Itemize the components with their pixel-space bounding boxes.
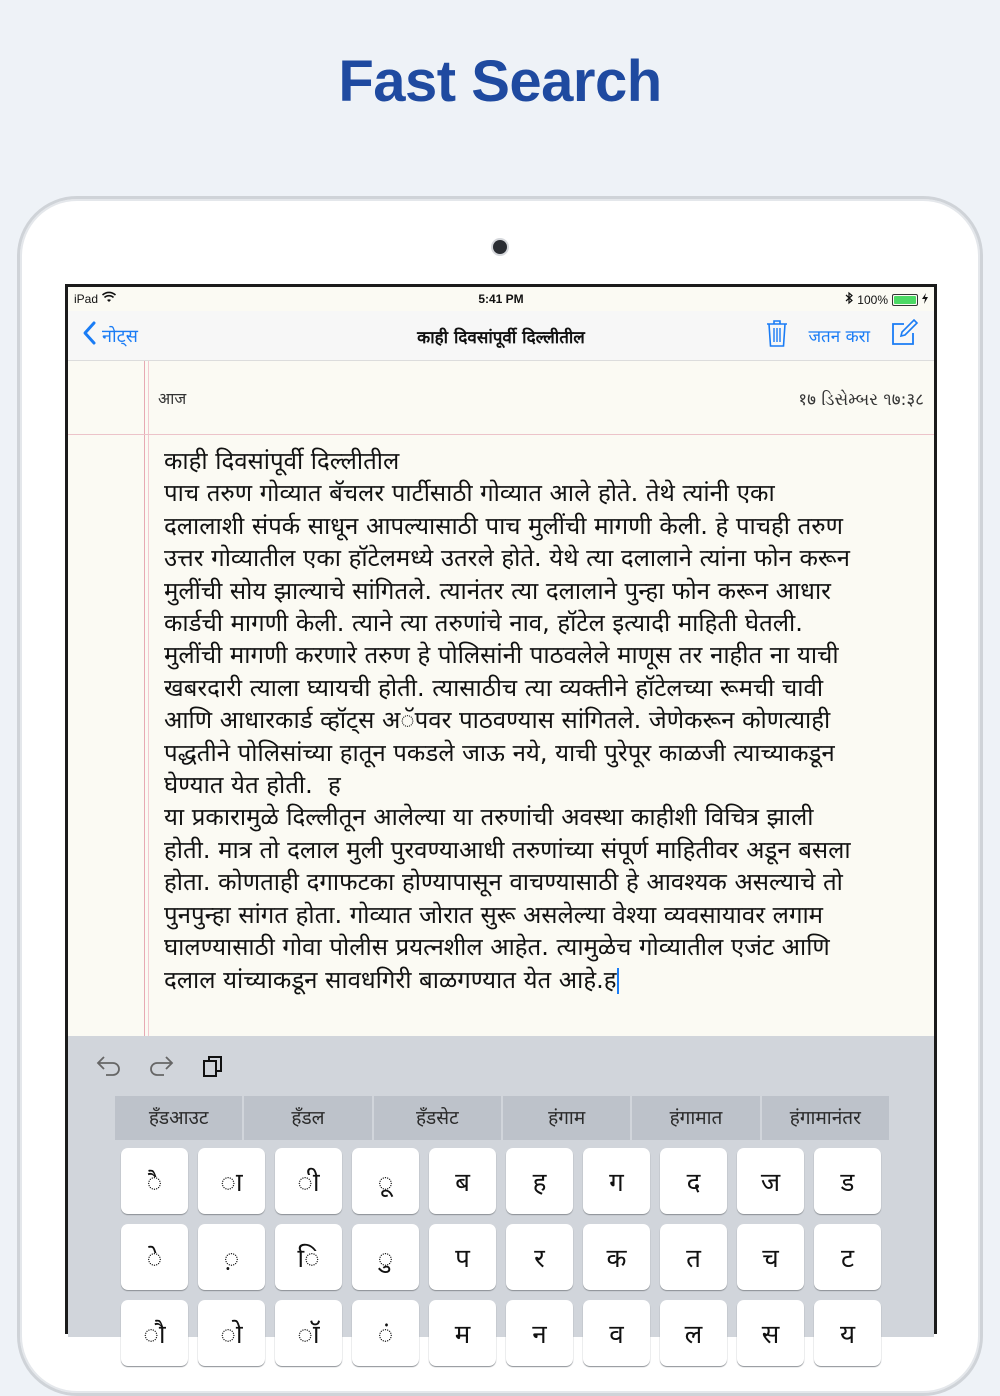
margin-line bbox=[144, 361, 145, 1036]
key[interactable]: ा bbox=[198, 1148, 265, 1214]
note-line: उत्तर गोव्यातील एका हॉटेलमध्ये उतरले होते. येथे त्या दलालाने त्यांना फोन करून bbox=[164, 544, 850, 573]
screen bbox=[65, 284, 937, 1350]
keyboard-toolbar bbox=[68, 1036, 934, 1096]
suggestion-item[interactable]: हंगाम bbox=[503, 1096, 632, 1140]
key[interactable]: े bbox=[121, 1224, 188, 1290]
suggestion-item[interactable]: हंगामात bbox=[632, 1096, 761, 1140]
note-line: पुनपुन्हा सांगत होता. गोव्यात जोरात सुरू असलेल्या वेश्या व्यवसायावर लगाम bbox=[164, 900, 824, 929]
status-time: 5:41 PM bbox=[478, 292, 524, 306]
navigation-bar bbox=[68, 311, 934, 361]
key[interactable]: ि bbox=[275, 1224, 342, 1290]
page-title: काही दिवसांपूर्वी दिल्लीतील bbox=[417, 328, 585, 348]
charging-icon bbox=[922, 293, 928, 307]
note-body[interactable] bbox=[164, 445, 924, 996]
key[interactable]: ़ bbox=[198, 1224, 265, 1290]
key[interactable]: न bbox=[506, 1300, 573, 1366]
status-right bbox=[845, 292, 928, 307]
key[interactable]: च bbox=[737, 1224, 804, 1290]
margin-line-secondary bbox=[148, 361, 149, 1036]
key[interactable]: ु bbox=[352, 1224, 419, 1290]
key[interactable]: द bbox=[660, 1148, 727, 1214]
key[interactable]: त bbox=[660, 1224, 727, 1290]
note-timestamp: १७ ડિસેમ્બર ૧७:३८ bbox=[798, 390, 924, 410]
key-row-1 bbox=[121, 1148, 883, 1214]
key[interactable]: ौ bbox=[121, 1300, 188, 1366]
back-label: नोट्स bbox=[102, 325, 138, 347]
suggestion-item[interactable]: हँडआउट bbox=[115, 1096, 244, 1140]
key[interactable]: क bbox=[583, 1224, 650, 1290]
nav-actions bbox=[766, 319, 918, 352]
key[interactable]: ब bbox=[429, 1148, 496, 1214]
note-line: कार्डची मागणी केली. त्याने त्या तरुणांचे नाव, हॉटेल इत्यादी माहिती घेतली. bbox=[164, 609, 803, 638]
keyboard bbox=[68, 1036, 934, 1350]
key[interactable]: व bbox=[583, 1300, 650, 1366]
key[interactable]: ज bbox=[737, 1148, 804, 1214]
key-area bbox=[121, 1148, 883, 1376]
note-line: पाच तरुण गोव्यात बॅचलर पार्टीसाठी गोव्यात आले होते. तेथे त्यांनी एका bbox=[164, 479, 775, 508]
key[interactable]: ी bbox=[275, 1148, 342, 1214]
note-line: आणि आधारकार्ड व्हॉट्स अॅपवर पाठवण्यास सांगितले. जेणेकरून कोणत्याही bbox=[164, 706, 831, 735]
note-line: होता. कोणताही दगाफटका होण्यापासून वाचण्यासाठी हे आवश्यक असल्याचे तो bbox=[164, 868, 843, 897]
key[interactable]: ट bbox=[814, 1224, 881, 1290]
key[interactable]: ू bbox=[352, 1148, 419, 1214]
key[interactable]: ै bbox=[121, 1148, 188, 1214]
suggestion-item[interactable]: हँडसेट bbox=[374, 1096, 503, 1140]
note-date-label: आज bbox=[158, 389, 187, 408]
note-line: या प्रकारामुळे दिल्लीतून आलेल्या या तरुणांची अवस्था काहीशी विचित्र झाली bbox=[164, 803, 814, 832]
key[interactable]: ड bbox=[814, 1148, 881, 1214]
suggestion-item[interactable]: हंगामानंतर bbox=[762, 1096, 889, 1140]
key[interactable]: ल bbox=[660, 1300, 727, 1366]
status-bar bbox=[68, 287, 934, 311]
suggestion-item[interactable]: हँडल bbox=[244, 1096, 373, 1140]
trash-icon[interactable] bbox=[766, 319, 788, 352]
battery-percent: 100% bbox=[857, 292, 888, 307]
bluetooth-icon bbox=[845, 292, 853, 307]
note-line: घालण्यासाठी गोवा पोलीस प्रयत्नशील आहेत. त्यामुळेच गोव्यातील एजंट आणि bbox=[164, 933, 830, 962]
key[interactable]: र bbox=[506, 1224, 573, 1290]
paste-icon[interactable] bbox=[200, 1053, 226, 1079]
note-line: घेण्यात येत होती. ह bbox=[164, 771, 341, 800]
key[interactable]: ह bbox=[506, 1148, 573, 1214]
key[interactable]: प bbox=[429, 1224, 496, 1290]
key-row-3 bbox=[121, 1300, 883, 1366]
note-line: दलाल यांच्याकडून सावधगिरी बाळगण्यात येत आहे.ह bbox=[164, 964, 924, 996]
note-line: दलालाशी संपर्क साधून आपल्यासाठी पाच मुलींची मागणी केली. हे पाचही तरुण bbox=[164, 511, 843, 540]
text-cursor bbox=[617, 968, 619, 994]
key[interactable]: ग bbox=[583, 1148, 650, 1214]
key-row-2 bbox=[121, 1224, 883, 1290]
note-line: मुलींची मागणी करणारे तरुण हे पोलिसांनी पाठवलेले माणूस तर नाहीत ना याची bbox=[164, 641, 839, 670]
key[interactable]: स bbox=[737, 1300, 804, 1366]
note-date-row bbox=[68, 361, 934, 435]
note-line: होती. मात्र तो दलाल मुली पुरवण्याआधी तरुणांच्या संपूर्ण माहितीवर अडून बसला bbox=[164, 835, 851, 864]
camera-icon bbox=[493, 240, 507, 254]
headline: Fast Search bbox=[338, 49, 662, 114]
save-button[interactable]: जतन करा bbox=[808, 327, 870, 347]
suggestion-bar bbox=[115, 1096, 889, 1140]
device-label: iPad bbox=[74, 292, 99, 306]
note-line: पद्धतीने पोलिसांच्या हातून पकडले जाऊ नये, याची पुरेपूर काळजी त्याच्याकडून bbox=[164, 738, 835, 767]
redo-icon[interactable] bbox=[148, 1053, 174, 1079]
note-line: खबरदारी त्याला घ्यायची होती. त्यासाठीच त्या व्यक्तीने हॉटेलच्या रूमची चावी bbox=[164, 673, 824, 702]
note-editor[interactable] bbox=[68, 361, 934, 1036]
note-line: मुलींची सोय झाल्याचे सांगितले. त्यानंतर त्या दलालाने पुन्हा फोन करून आधार bbox=[164, 576, 831, 605]
key[interactable]: ॉ bbox=[275, 1300, 342, 1366]
key[interactable]: य bbox=[814, 1300, 881, 1366]
undo-icon[interactable] bbox=[96, 1053, 122, 1079]
key[interactable]: ं bbox=[352, 1300, 419, 1366]
battery-icon bbox=[892, 294, 918, 306]
key[interactable]: ो bbox=[198, 1300, 265, 1366]
note-line: काही दिवसांपूर्वी दिल्लीतील bbox=[164, 447, 400, 475]
compose-icon[interactable] bbox=[890, 319, 918, 352]
key[interactable]: म bbox=[429, 1300, 496, 1366]
